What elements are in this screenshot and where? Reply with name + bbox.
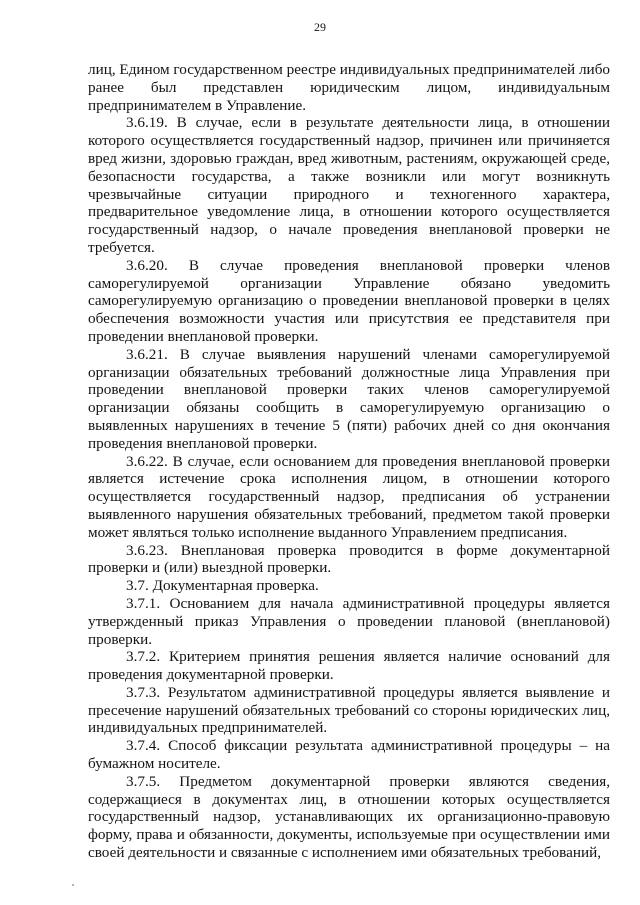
scan-speck [72, 884, 74, 886]
paragraph: 3.7.2. Критерием принятия решения является наличие оснований для проведения документарной проверки. [88, 648, 610, 684]
paragraph: 3.7.5. Предметом документарной проверки являются сведения, содержащиеся в документах лиц, в отношении которых осуществляется государственный надзор, устанавливающих их организационно-правовую форму, права и обязанности, документы, используемые при осуществлении ими своей деятельности и связанные с исполнением ими обязательных требований, [88, 772, 610, 862]
paragraph: 3.7. Документарная проверка. [126, 577, 319, 595]
paragraph: 3.6.21. В случае выявления нарушений членами саморегулируемой организации обязательных требований должностные лица Управления при проведении внеплановой проверки таких членов саморегулируемой организации обязаны сообщить в саморегулируемую организацию о выявленных нарушениях в течение 5 (пяти) рабочих дней со дня окончания проведения внеплановой проверки. [88, 345, 610, 452]
paragraph: 3.7.3. Результатом административной процедуры является выявление и пресечение нарушений обязательных требований со стороны юридических лиц, индивидуальных предпринимателей. [88, 683, 610, 737]
paragraph: лиц, Едином государственном реестре индивидуальных предпринимателей либо ранее был представлен юридическим лицом, индивидуальным предпринимателем в Управление. [88, 61, 611, 114]
document-body [88, 61, 610, 862]
paragraph: 3.7.4. Способ фиксации результата административной процедуры – на бумажном носителе. [88, 737, 610, 773]
paragraph: 3.7.1. Основанием для начала административной процедуры является утвержденный приказ Управления о проведении плановой (внеплановой) проверки. [88, 594, 610, 648]
paragraph: 3.6.19. В случае, если в результате деятельности лица, в отношении которого осуществляется государственный надзор, причинен или причиняется вред жизни, здоровью граждан, вред животным, растениям, окружающей среде, безопасности государства, а также возникли или могут возникнуть чрезвычайные ситуации природного и техногенного характера, предварительное уведомление лица, в отношении которого осуществляется государственный надзор, о начале проведения внеплановой проверки не требуется. [88, 114, 610, 256]
paragraph: 3.6.23. Внеплановая проверка проводится в форме документарной проверки и (или) выездной проверки. [88, 541, 610, 577]
paragraph: 3.6.20. В случае проведения внеплановой проверки членов саморегулируемой организации Управление обязано уведомить саморегулируемую организацию о проведении внеплановой проверки в целях обеспечения возможности участия или присутствия ее представителя при проведении внеплановой проверки. [88, 256, 610, 345]
page-number: 29 [314, 20, 326, 34]
paragraph: 3.6.22. В случае, если основанием для проведения внеплановой проверки является истечение срока исполнения лицом, в отношении которого осуществляется государственный надзор, предписания об устранении выявленного нарушения обязательных требований, предметом такой проверки может являться только исполнение выданного Управлением предписания. [88, 452, 610, 541]
